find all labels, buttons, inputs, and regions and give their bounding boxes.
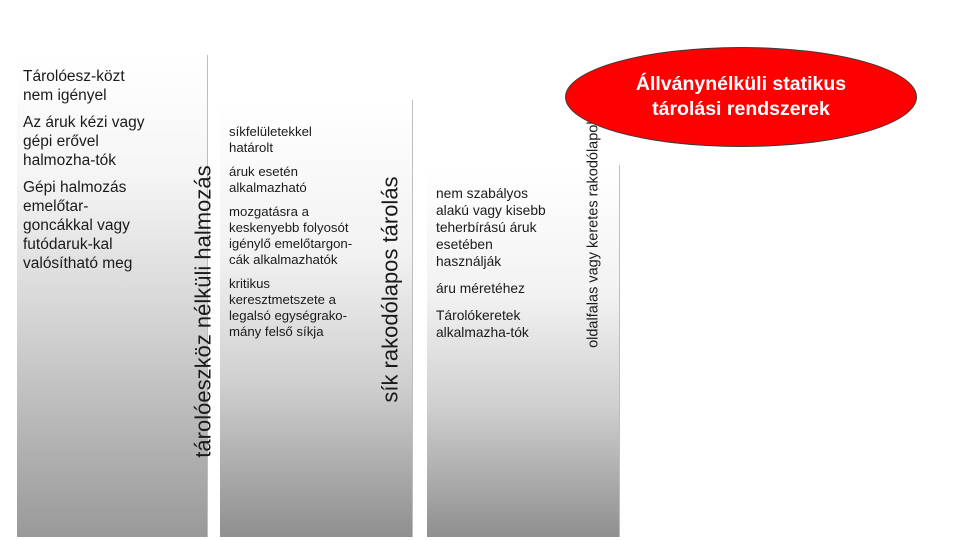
panel-vertical-label: oldalfalas vagy keretes rakodólapokat — [585, 105, 602, 348]
list-item: Gépi halmozás emelőtar-goncákkal vagy futódaruk-kal valósítható meg — [23, 179, 133, 272]
list-item: Tárolókeretek alkalmazha-tók — [436, 308, 529, 340]
panel-flat-pallet-storage — [220, 100, 413, 537]
panel-stacking-without-storage-device — [17, 55, 216, 537]
list-item: nem szabályos alakú vagy kisebb teherbírású áruk esetében használják — [436, 186, 546, 269]
list-item: Tárolóesz-közt nem igényel — [23, 68, 125, 104]
list-item: áruk esetén alkalmazható — [229, 164, 307, 195]
panel-box-pallet-storage — [427, 105, 620, 537]
list-item: Az áruk kézi vagy gépi erővel halmozha-tók — [23, 114, 145, 169]
panel-items — [23, 67, 153, 281]
panel-vertical-label: sík rakodólapos tárolás — [377, 176, 403, 403]
diagram-title: Állványnélküli statikus tárolási rendszerek — [635, 73, 847, 120]
list-item: mozgatásra a keskenyebb folyosót igénylő emelőtargon-cák alkalmazhatók — [229, 204, 353, 267]
list-item: síkfelületekkel határolt — [229, 124, 312, 155]
panel-items — [229, 124, 357, 348]
panel-items — [436, 185, 560, 351]
list-item: áru méretéhez — [436, 281, 525, 296]
list-item: kritikus keresztmetszete a legalsó egységrako-mány felső síkja — [229, 276, 348, 339]
panel-vertical-label: tárolóeszköz nélküli halmozás — [190, 165, 216, 458]
title-oval — [565, 47, 917, 147]
